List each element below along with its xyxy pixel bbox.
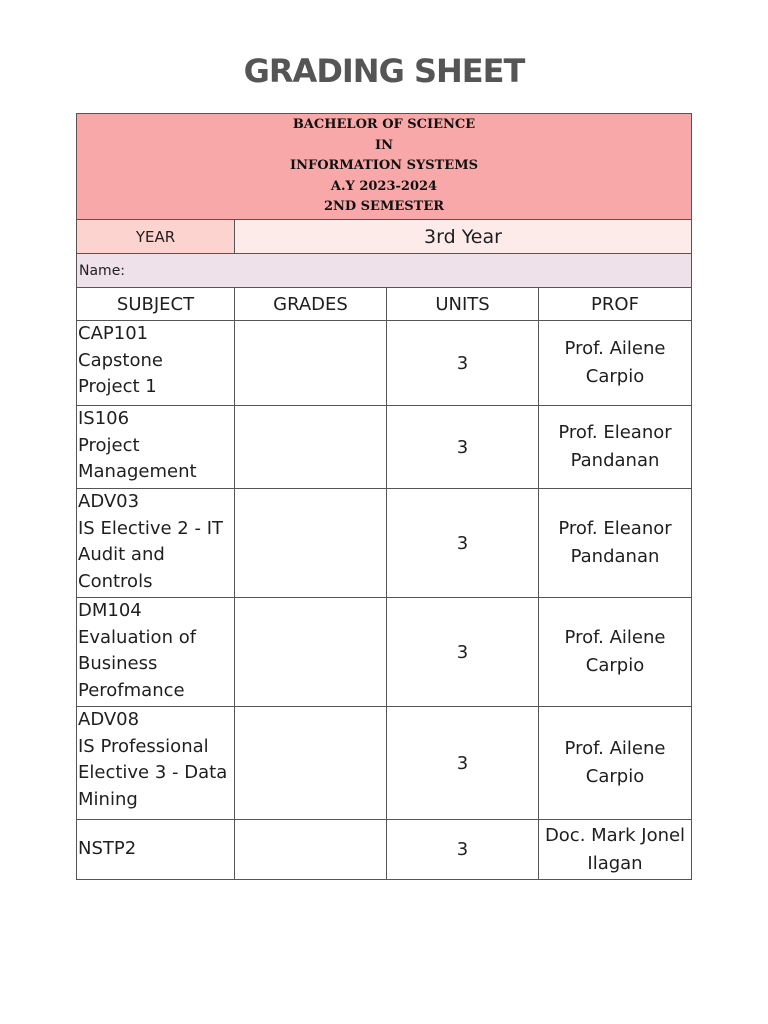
header-line: INFORMATION SYSTEMS — [290, 158, 478, 174]
subject-code: DM104 — [78, 600, 142, 621]
prof-line: Carpio — [585, 366, 645, 387]
subject-title-line: IS Elective 2 - IT — [78, 517, 224, 539]
prof-line: Prof. Ailene — [564, 627, 666, 648]
grade-cell[interactable] — [235, 406, 387, 489]
prof-line: Ilagan — [587, 852, 643, 874]
table-row — [77, 707, 692, 820]
prof-line: Carpio — [585, 766, 645, 787]
prof-cell — [539, 489, 692, 598]
prof-line: Prof. Ailene — [564, 738, 666, 759]
table-row — [77, 406, 692, 489]
subject-title-line: Business — [78, 653, 158, 674]
units-cell: 3 — [387, 406, 539, 489]
subject-cell — [77, 820, 235, 880]
subject-title-line: Project — [78, 434, 140, 456]
subject-cell — [77, 489, 235, 598]
subject-code: ADV08 — [78, 709, 140, 730]
prof-line: Prof. Eleanor — [558, 422, 672, 443]
year-value: 3rd Year — [235, 220, 692, 254]
prof-line: Carpio — [585, 655, 645, 676]
subject-code: CAP101 — [78, 323, 149, 344]
header-line: IN — [375, 137, 393, 153]
subject-title-line: Management — [78, 461, 197, 482]
prof-line: Doc. Mark Jonel — [544, 824, 686, 846]
subject-title-line: Audit and — [78, 544, 165, 565]
prof-line: Prof. Eleanor — [558, 518, 672, 539]
prof-cell — [539, 707, 692, 820]
header-line: 2ND SEMESTER — [323, 199, 445, 215]
prof-cell — [539, 598, 692, 707]
column-header-subject: SUBJECT — [77, 288, 235, 321]
table-row — [77, 321, 692, 406]
prof-line: Prof. Ailene — [564, 338, 666, 359]
prof-cell — [539, 406, 692, 489]
units-cell: 3 — [387, 707, 539, 820]
subject-cell — [77, 598, 235, 707]
header-line: A.Y 2023-2024 — [330, 178, 438, 194]
subject-code: ADV03 — [78, 491, 140, 512]
grade-cell[interactable] — [235, 707, 387, 820]
subject-title-line: Evaluation of — [78, 626, 197, 648]
grade-cell[interactable] — [235, 489, 387, 598]
column-header-grades: GRADES — [235, 288, 387, 321]
units-cell: 3 — [387, 321, 539, 406]
subject-cell — [77, 321, 235, 406]
grade-cell[interactable] — [235, 598, 387, 707]
subject-title-line: Capstone — [78, 349, 163, 371]
subject-title-line: Controls — [78, 570, 153, 592]
subject-title-line: Elective 3 - Data — [78, 762, 228, 783]
table-row — [77, 489, 692, 598]
page-title: GRADING SHEET — [243, 52, 525, 90]
prof-line: Pandanan — [570, 450, 660, 471]
table-row — [77, 820, 692, 880]
prof-cell — [539, 321, 692, 406]
program-header — [77, 114, 692, 220]
grading-table — [76, 113, 692, 880]
prof-cell — [539, 820, 692, 880]
subject-title-line: IS Professional — [78, 735, 209, 757]
column-header-prof: PROF — [539, 288, 692, 321]
grade-cell[interactable] — [235, 321, 387, 406]
year-label: YEAR — [77, 220, 235, 254]
subject-title-line: Project 1 — [78, 376, 157, 397]
subject-cell — [77, 406, 235, 489]
subject-title-line: Perofmance — [78, 679, 185, 701]
prof-line: Pandanan — [570, 546, 660, 567]
header-line: BACHELOR OF SCIENCE — [292, 117, 476, 133]
subject-code: IS106 — [78, 408, 130, 429]
units-cell: 3 — [387, 820, 539, 880]
subject-code: NSTP2 — [78, 838, 137, 860]
name-field[interactable]: Name: — [77, 254, 692, 288]
table-row — [77, 598, 692, 707]
column-header-units: UNITS — [387, 288, 539, 321]
units-cell: 3 — [387, 598, 539, 707]
subject-title-line: Mining — [78, 788, 138, 810]
units-cell: 3 — [387, 489, 539, 598]
subject-cell — [77, 707, 235, 820]
grade-cell[interactable] — [235, 820, 387, 880]
